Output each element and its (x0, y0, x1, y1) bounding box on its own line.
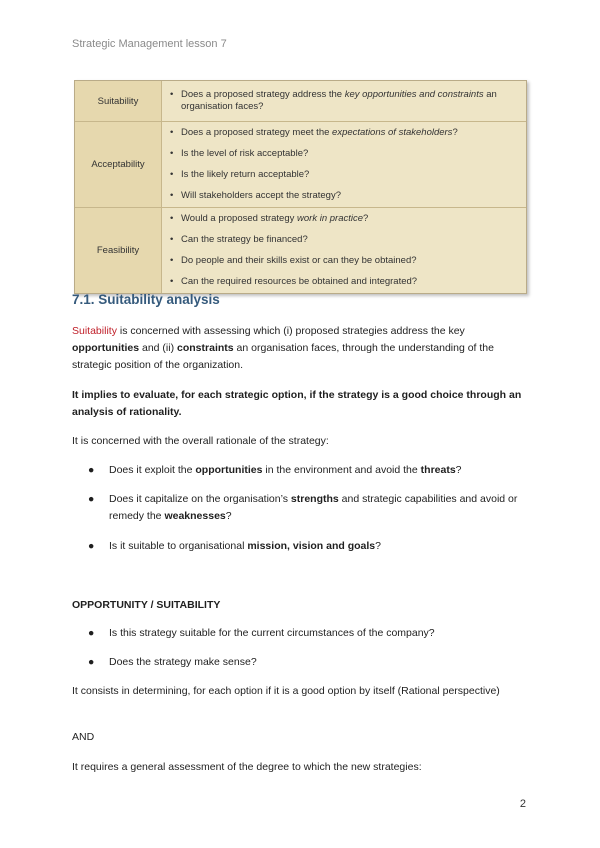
table-row (75, 208, 526, 294)
row-category: Suitability (75, 81, 162, 122)
row-category: Acceptability (75, 122, 162, 208)
criteria-item: • Can the strategy be financed? (170, 234, 520, 246)
bullet-icon: ● (88, 627, 95, 639)
criteria-item: • Do people and their skills exist or can they be obtained? (170, 255, 520, 267)
criteria-item: • Would a proposed strategy work in practice? (170, 213, 520, 225)
list-item: ● Does it capitalize on the organisation’s strengths and strategic capabilities and avoid or remedy the weaknesses? (88, 493, 518, 522)
list-item: ● Does it exploit the opportunities in the environment and avoid the threats? (88, 462, 518, 479)
criteria-item: • Is the likely return acceptable? (170, 169, 520, 181)
list-item: ● Does the strategy make sense? (88, 654, 518, 671)
criteria-item: • Will stakeholders accept the strategy? (170, 190, 520, 202)
bullet-icon: ● (88, 656, 95, 668)
paragraph-suitability-definition: Suitability is concerned with assessing which (i) proposed strategies address the key opportunities and (ii) constraints an organisation faces, through the understanding of the strategic position of the organization. (72, 325, 494, 371)
paragraph-rationale: It is concerned with the overall rationale of the strategy: (72, 435, 329, 447)
bullet-icon: ● (88, 464, 95, 476)
table-row (75, 122, 526, 208)
running-header: Strategic Management lesson 7 (72, 38, 227, 50)
row-category: Feasibility (75, 208, 162, 294)
page-number: 2 (519, 798, 526, 810)
sub-heading: OPPORTUNITY / SUITABILITY (72, 599, 221, 611)
list-item: ● Is this strategy suitable for the current circumstances of the company? (88, 625, 518, 642)
paragraph-rational-perspective: It consists in determining, for each option if it is a good option by itself (Rational perspective) (72, 685, 500, 697)
bullet-icon: ● (88, 493, 95, 505)
suitability-table (74, 80, 527, 294)
criteria-item: • Is the level of risk acceptable? (170, 148, 520, 160)
section-heading: 7.1. Suitability analysis (72, 292, 220, 307)
list-item: ● Is it suitable to organisational mission, vision and goals? (88, 538, 518, 555)
bullet-icon: ● (88, 540, 95, 552)
table-row (75, 81, 526, 122)
paragraph-and: AND (72, 731, 95, 743)
criteria-item: • Does a proposed strategy meet the expectations of stakeholders? (170, 127, 520, 139)
criteria-item: • Can the required resources be obtained and integrated? (170, 276, 520, 288)
paragraph-rationality: It implies to evaluate, for each strategic option, if the strategy is a good choice through an analysis of rationality. (72, 389, 522, 418)
paragraph-assessment: It requires a general assessment of the degree to which the new strategies: (72, 761, 422, 773)
criteria-item: • Does a proposed strategy address the key opportunities and constraints an organisation faces? (170, 89, 520, 113)
